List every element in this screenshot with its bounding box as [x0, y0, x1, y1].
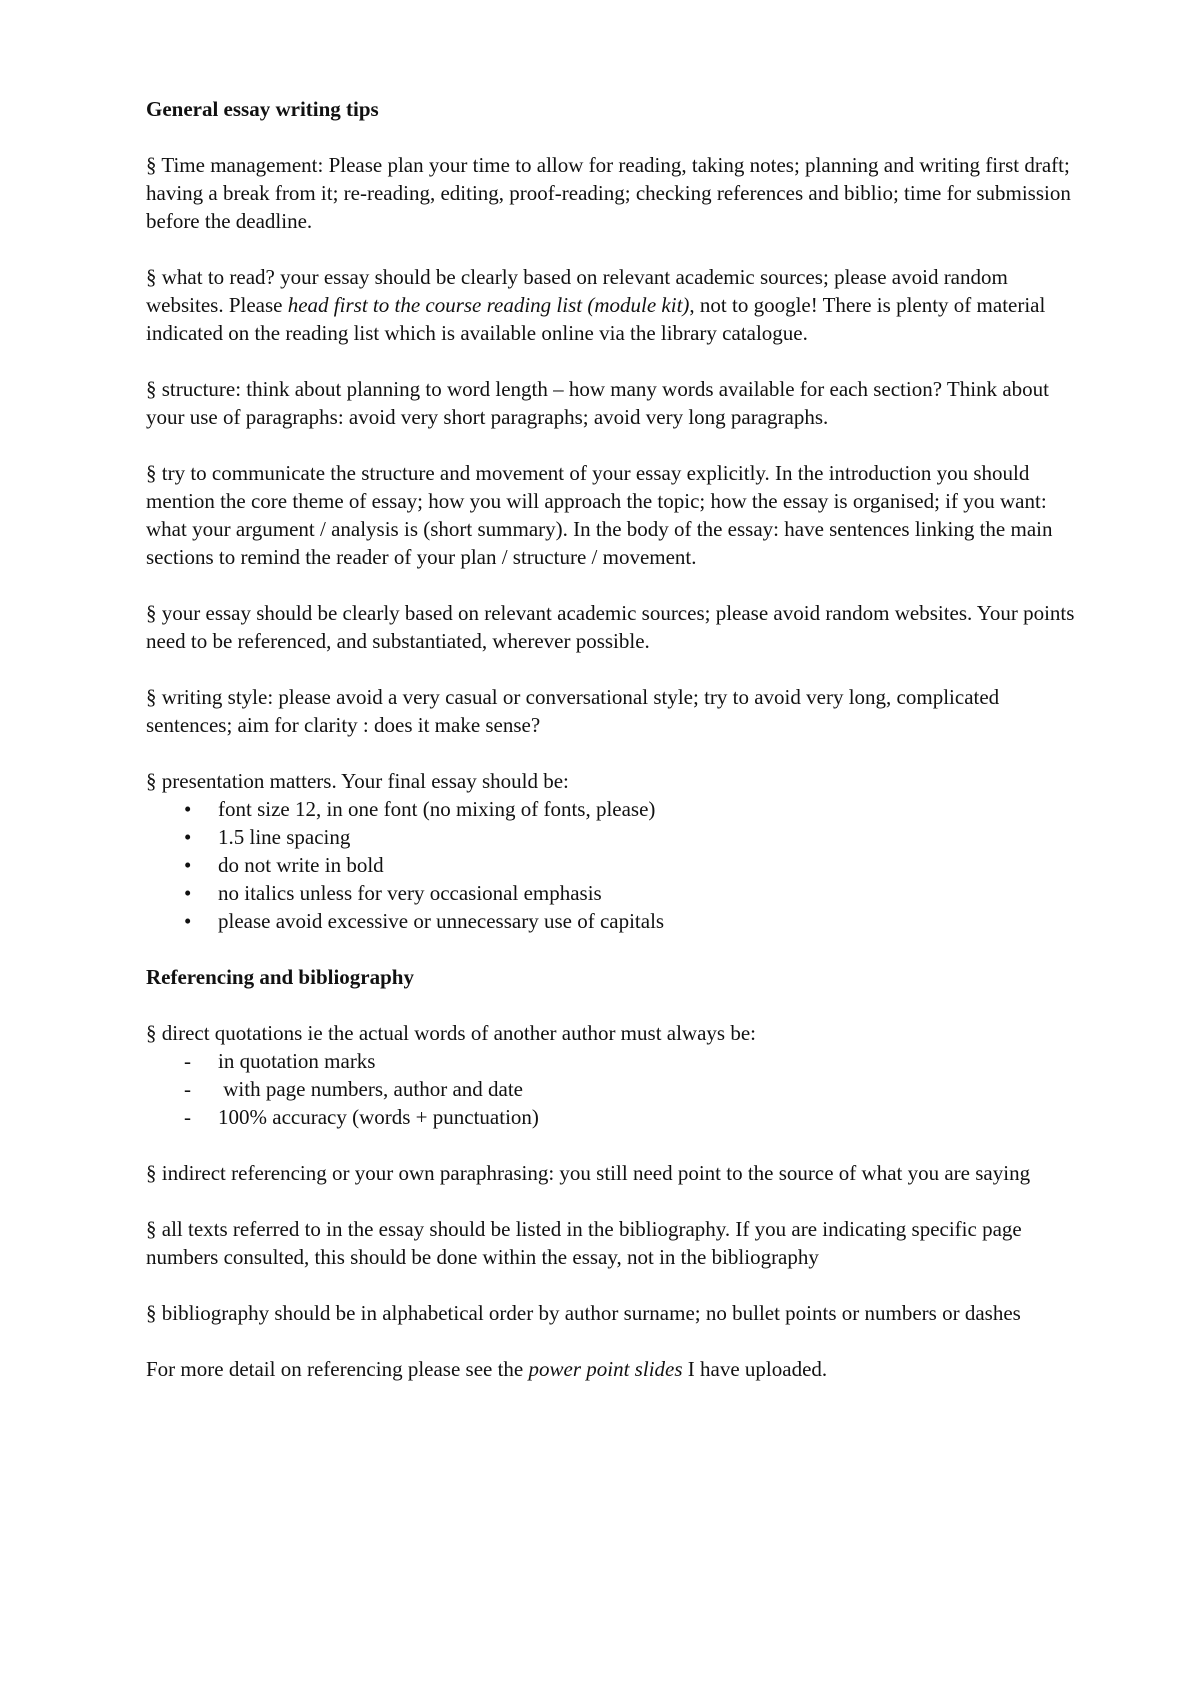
list-item — [146, 1103, 1080, 1131]
list-item-text: please avoid excessive or unnecessary use of capitals — [218, 909, 665, 933]
dash-marker: - — [184, 1049, 191, 1073]
paragraph-bibliography-order: § bibliography should be in alphabetical order by author surname; no bullet points or numbers or dashes — [146, 1301, 1021, 1325]
bullet-marker: • — [184, 853, 192, 877]
paragraph-direct-quotations: § direct quotations ie the actual words of another author must always be: — [146, 1021, 756, 1045]
bullet-marker: • — [184, 797, 192, 821]
list-item-text: 100% accuracy (words + punctuation) — [218, 1105, 539, 1129]
text-run: § what to read? your essay should be clearly based on relevant academic sources; please avoid random websites. Please — [146, 265, 1008, 317]
paragraph-what-to-read — [146, 263, 1080, 347]
paragraph-communicate-structure: § try to communicate the structure and movement of your essay explicitly. In the introduction you should mention the core theme of essay; how you will approach the topic; how the essay is organised; if you want: what your argument / analysis is (short summary). In the body of the essay: have sentences linking the main sections to remind the reader of your plan / structure / movement. — [146, 461, 1053, 569]
list-item — [146, 851, 1080, 879]
paragraph-structure: § structure: think about planning to word length – how many words available for each section? Think about your use of paragraphs: avoid very short paragraphs; avoid very long paragraphs. — [146, 377, 1049, 429]
list-item — [146, 907, 1080, 935]
paragraph-time-management: § Time management: Please plan your time to allow for reading, taking notes; planning and writing first draft; having a break from it; re-reading, editing, proof-reading; checking references and biblio; time for submission before the deadline. — [146, 153, 1071, 233]
paragraph-indirect-referencing: § indirect referencing or your own paraphrasing: you still need point to the source of what you are saying — [146, 1161, 1031, 1185]
paragraph-presentation: § presentation matters. Your final essay should be: — [146, 769, 569, 793]
italic-reading-list: head first to the course reading list (module kit) — [287, 293, 690, 317]
list-item-text: 1.5 line spacing — [218, 825, 351, 849]
list-item — [146, 795, 1080, 823]
bullet-marker: • — [184, 825, 192, 849]
list-item — [146, 1047, 1080, 1075]
heading-general-tips: General essay writing tips — [146, 97, 379, 121]
italic-power-point-slides: power point slides — [528, 1357, 683, 1381]
text-run: I have uploaded. — [682, 1357, 828, 1381]
list-item — [146, 823, 1080, 851]
list-item-text: in quotation marks — [218, 1049, 376, 1073]
text-run: , not to google! There is plenty of material indicated on the reading list which is available online via the library catalogue. — [146, 293, 1046, 345]
text-run: For more detail on referencing please see the — [146, 1357, 529, 1381]
list-item-text: with page numbers, author and date — [218, 1077, 523, 1101]
list-item-text: do not write in bold — [218, 853, 384, 877]
dash-marker: - — [184, 1077, 191, 1101]
heading-referencing: Referencing and bibliography — [146, 965, 414, 989]
list-item — [146, 1075, 1080, 1103]
paragraph-academic-sources: § your essay should be clearly based on relevant academic sources; please avoid random websites. Your points need to be referenced, and substantiated, wherever possible. — [146, 601, 1075, 653]
dash-marker: - — [184, 1105, 191, 1129]
list-item-text: font size 12, in one font (no mixing of fonts, please) — [218, 797, 656, 821]
paragraph-all-texts: § all texts referred to in the essay should be listed in the bibliography. If you are indicating specific page numbers consulted, this should be done within the essay, not in the bibliography — [146, 1217, 1022, 1269]
paragraph-writing-style: § writing style: please avoid a very casual or conversational style; try to avoid very long, complicated sentences; aim for clarity : does it make sense? — [146, 685, 1000, 737]
bullet-list-presentation — [146, 795, 1080, 935]
list-item-text: no italics unless for very occasional emphasis — [218, 881, 602, 905]
bullet-marker: • — [184, 909, 192, 933]
bullet-marker: • — [184, 881, 192, 905]
paragraph-more-detail — [146, 1355, 1080, 1383]
list-item — [146, 879, 1080, 907]
dash-list-quotations — [146, 1047, 1080, 1131]
